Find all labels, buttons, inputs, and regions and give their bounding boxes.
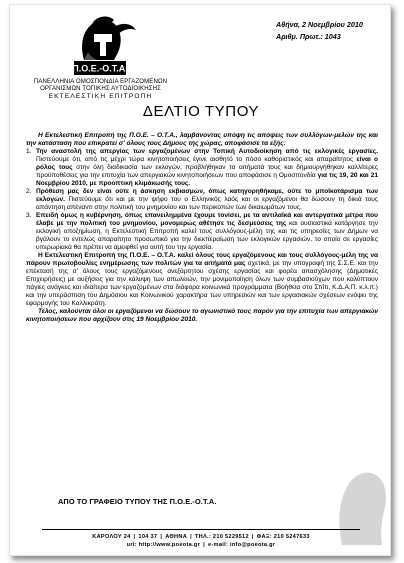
list-item bbox=[26, 212, 378, 252]
closing-plain: σχετικά, με την υπογραφή της Σ.Σ.Ε. και την επέκτασή της σ' όλους τους εργαζόμενους ανεξάρτητου σχέσης εργασίας και φορέα απασχόλησης (Δημοτικές Επιχειρήσεις) με αυξήσεις για την κάλυψη των απωλειών, την μονιμοποίηση όλων των συμβασιούχων που καλύπτουν πάγιες ανάγκες και ιδιαίτερα των εργαζομένων στα διάφορα κοινωνικά προγράμματα (Βοήθεια στο Σπίτι, Κ.Δ.Α.Π. κ.λ.π.) και την υπεράσπιση του Δημόσιου και Κοινωνικού χαρακτήρα των υπηρεσιών και των εργασιακών σχέσεων ενόψει της εφαρμογής του Καλλικράτη. bbox=[26, 260, 379, 308]
item-number: 2. bbox=[26, 188, 32, 196]
item-bold-a: Πρόθεση μας δεν είναι ούτε η άσκηση εκβιασμών, όπως κατηγορηθήκαμε, ούτε το μποϊκοτάρισμα των εκλογών. bbox=[36, 188, 378, 204]
item-plain-b: στην όλη διαδικασία των εκλογών, προβλήθηκαν τα αιτήματά τους και δημιουργήθηκαν καλλίτερες προϋποθέσεις για την επιτυχία των απεργιακών κινητοποιήσεων που αποφάσισε η Ομοσπονδία bbox=[36, 164, 378, 180]
footer-contacts bbox=[42, 529, 360, 549]
item-text bbox=[36, 188, 378, 212]
footer-address-line: ΚΑΡΟΛΟΥ 24 | 104 37 | ΑΘΗΝΑ | ΤΗΛ.: 210 5229512 | ΦΑΞ: 210 5247633 bbox=[92, 534, 310, 540]
org-line-3: ΕΚΤΕΛΕΣΤΙΚΗ ΕΠΙΤΡΟΠΗ bbox=[48, 92, 153, 100]
item-bold-b: είναι ο ρόλος τους bbox=[36, 156, 378, 172]
item-plain-a: Πιστεύουμε ότι, από τις μέχρι τώρα κινητοποιήσεις έγινε αισθητό το πόσο καθοριστικός και απαραίτητος bbox=[36, 156, 357, 164]
date-line: Αθήνα, 2 Νοεμβρίου 2010 bbox=[276, 20, 363, 29]
footer-city: ΑΘΗΝΑ bbox=[165, 534, 188, 540]
item-plain-a: Πιστεύουμε ότι και με την ψήφο του ο Ελληνικός λαός και οι εργαζόμενοι θα δώσουν τη δικιά τους απάντηση απέναντι στην πολιτική του μνημονίου και των περικοπών των δικαιωμάτων τους. bbox=[36, 196, 378, 212]
org-line-1: ΠΑΝΕΛΛΗΝΙΑ ΟΜΟΣΠΟΝΔΙΑ ΕΡΓΑΖΟΜΕΝΩΝ bbox=[33, 78, 168, 85]
footer-web-line: url: http://www.poeota.gr | e-mail: info@poeota.gr bbox=[126, 542, 276, 548]
footer-phone: ΤΗΛ.: 210 5229512 bbox=[194, 534, 249, 540]
item-plain-a: και ουσιαστικά κατάργησε την εκλογική αποζημίωση, η Εκτελεστική Επιτροπή καλεί τους συλλόγους-μέλη της και τις υπηρεσίες των Δήμων να βγάλουν το εντελώς απαραίτητο προσωπικό για την διεκπεραίωση των εκλογικών εργασιών, το οποίο σε εργασίες υπερωριακά θα πρέπει να αμειφθεί για αυτή του την εργασία. bbox=[36, 220, 378, 252]
org-line-2: ΟΡΓΑΝΙΣΜΩΝ ΤΟΠΙΚΗΣ ΑΥΤΟΔΙΟΙΚΗΣΗΣ bbox=[40, 85, 161, 93]
closing-bold: Η Εκτελεστική Επιτροπή της Π.Ο.Ε. – Ο.Τ.Α. καλεί όλους τους εργαζόμενους και τους συλλόγους-μέλη της να πάρουν πρωτοβουλίες ενημέρωσης των πολιτών για τα αιτήματά μας bbox=[26, 252, 378, 268]
footer-url[interactable]: url: http://www.poeota.gr bbox=[126, 542, 201, 548]
closing-paragraph bbox=[26, 252, 378, 308]
footer-street: ΚΑΡΟΛΟΥ 24 bbox=[92, 534, 131, 540]
footer-email[interactable]: e-mail: info@poeota.gr bbox=[207, 542, 276, 548]
page-title: ΔΕΛΤΙΟ ΤΥΠΟΥ bbox=[142, 103, 260, 120]
list-item bbox=[26, 148, 378, 188]
item-text bbox=[36, 148, 378, 188]
item-text bbox=[36, 212, 378, 252]
item-bold-c: για τις 19, 20 και 21 Νοεμβρίου 2010, με προοπτική κλιμάκωσής τους. bbox=[36, 172, 379, 188]
header-meta bbox=[276, 19, 386, 43]
footer-fax: ΦΑΞ: 210 5247633 bbox=[256, 534, 310, 540]
federation-logo bbox=[54, 12, 146, 77]
item-bold-a: Την αναστολή της απεργίας των εργαζομένων στην Τοπική Αυτοδιοίκηση από τις εκλογικές εργασίες. bbox=[36, 148, 378, 156]
press-release-page bbox=[9, 4, 391, 556]
footer-postcode: 104 37 bbox=[138, 534, 158, 540]
press-office-signature: ΑΠΟ ΤΟ ΓΡΑΦΕΙΟ ΤΥΠΟΥ ΤΗΣ Π.Ο.Ε.-Ο.Τ.Α. bbox=[58, 497, 217, 506]
logo-lettering: Π.Ο.Ε.-Ο.Τ.Α. bbox=[72, 63, 128, 74]
list-item bbox=[26, 188, 378, 212]
item-number: 1. bbox=[26, 148, 32, 156]
item-bold-a: Επειδή όμως η κυβέρνηση, όπως επανειλημμένα έχουμε τονίσει, με τα αντιλαϊκά και αντεργατικά μέτρα που έλαβε με την πολιτική του μνημονίου, μονομερώς αθέτησε τις δεσμεύσεις της bbox=[36, 212, 378, 228]
organization-name bbox=[22, 78, 179, 100]
final-call-paragraph: Τέλος, καλούνται όλοι οι εργαζόμενοι να δώσουν το αγωνιστικό τους παρόν για την επιτυχία των απεργιακών κινητοποιήσεων που αρχίζουν στις 19 Νοεμβρίου 2010. bbox=[26, 308, 378, 324]
item-number: 3. bbox=[26, 212, 32, 220]
release-body bbox=[26, 132, 378, 324]
protocol-number: Αριθμ. Πρωτ.: 1043 bbox=[276, 32, 341, 41]
intro-paragraph: Η Εκτελεστική Επιτροπή της Π.Ο.Ε. – Ο.Τ.Α., λαμβάνοντας υπόψη τις απόψεις των συλλόγων-μελών της και την κατάσταση που επικρατεί σ' όλους τους Δήμους της χώρας, αποφάσισε τα εξής: bbox=[26, 132, 378, 148]
